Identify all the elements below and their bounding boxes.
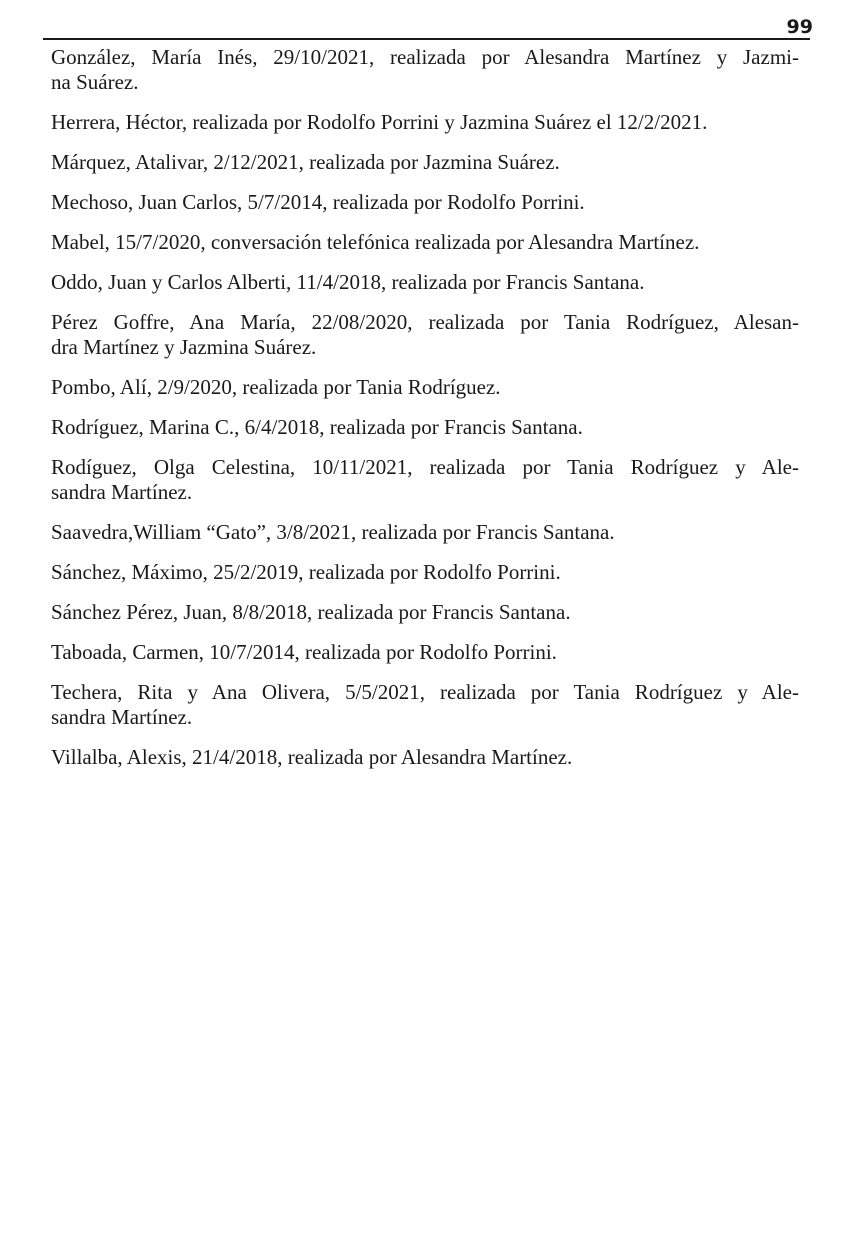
entry-line: Sánchez Pérez, Juan, 8/8/2018, realizada por Francis Santana. bbox=[51, 600, 571, 624]
list-item bbox=[51, 520, 799, 545]
list-item bbox=[51, 560, 799, 585]
list-item bbox=[51, 190, 799, 215]
entry-line: Rodríguez, Marina C., 6/4/2018, realizada por Francis Santana. bbox=[51, 415, 583, 439]
entry-line: Mabel, 15/7/2020, conversación telefónica realizada por Alesandra Martínez. bbox=[51, 230, 700, 254]
list-item bbox=[51, 415, 799, 440]
header-rule bbox=[43, 38, 810, 40]
list-item bbox=[51, 375, 799, 400]
entry-line: Márquez, Atalivar, 2/12/2021, realizada por Jazmina Suárez. bbox=[51, 150, 560, 174]
entry-line: Herrera, Héctor, realizada por Rodolfo Porrini y Jazmina Suárez el 12/2/2021. bbox=[51, 110, 708, 134]
list-item bbox=[51, 745, 799, 770]
list-item bbox=[51, 230, 799, 255]
entry-line: Rodíguez, Olga Celestina, 10/11/2021, realizada por Tania Rodríguez y Ale- bbox=[51, 455, 799, 479]
interview-list bbox=[51, 45, 799, 785]
entry-line: na Suárez. bbox=[51, 70, 139, 94]
entry-line: Oddo, Juan y Carlos Alberti, 11/4/2018, realizada por Francis Santana. bbox=[51, 270, 645, 294]
list-item bbox=[51, 680, 799, 730]
list-item bbox=[51, 45, 799, 95]
list-item bbox=[51, 640, 799, 665]
list-item bbox=[51, 600, 799, 625]
entry-line: González, María Inés, 29/10/2021, realizada por Alesandra Martínez y Jazmi- bbox=[51, 45, 799, 69]
entry-line: dra Martínez y Jazmina Suárez. bbox=[51, 335, 317, 359]
entry-line: Techera, Rita y Ana Olivera, 5/5/2021, realizada por Tania Rodríguez y Ale- bbox=[51, 680, 799, 704]
entry-line: Saavedra,William “Gato”, 3/8/2021, realizada por Francis Santana. bbox=[51, 520, 615, 544]
entry-line: Villalba, Alexis, 21/4/2018, realizada por Alesandra Martínez. bbox=[51, 745, 573, 769]
entry-line: Sánchez, Máximo, 25/2/2019, realizada por Rodolfo Porrini. bbox=[51, 560, 561, 584]
list-item bbox=[51, 310, 799, 360]
list-item bbox=[51, 150, 799, 175]
list-item bbox=[51, 270, 799, 295]
entry-line: sandra Martínez. bbox=[51, 480, 193, 504]
entry-line: Pérez Goffre, Ana María, 22/08/2020, realizada por Tania Rodríguez, Alesan- bbox=[51, 310, 799, 334]
entry-line: sandra Martínez. bbox=[51, 705, 193, 729]
list-item bbox=[51, 455, 799, 505]
list-item bbox=[51, 110, 799, 135]
entry-line: Mechoso, Juan Carlos, 5/7/2014, realizada por Rodolfo Porrini. bbox=[51, 190, 585, 214]
entry-line: Taboada, Carmen, 10/7/2014, realizada por Rodolfo Porrini. bbox=[51, 640, 557, 664]
entry-line: Pombo, Alí, 2/9/2020, realizada por Tania Rodríguez. bbox=[51, 375, 501, 399]
page-number: 99 bbox=[786, 16, 813, 38]
